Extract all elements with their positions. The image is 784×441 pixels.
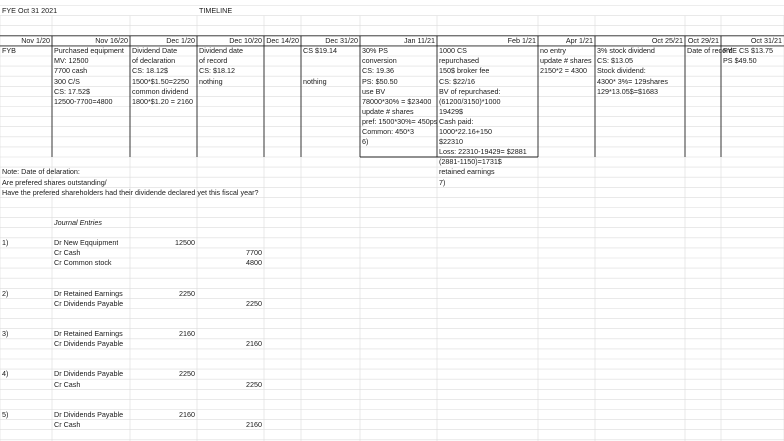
cell-nov16: 7700 cash: [54, 66, 88, 76]
entry-account: Cr Common stock: [54, 258, 112, 268]
cell-apr1: no entry: [540, 46, 566, 56]
cell-jan11: Common: 450*3: [362, 127, 414, 136]
entry-account: Dr Retained Earnings: [54, 329, 123, 338]
cell-nov16: MV: 12500: [54, 56, 89, 66]
cell-jan11: update # shares: [362, 106, 414, 116]
cell-jan11: use BV: [362, 86, 386, 96]
cell-feb1: 19429$: [439, 106, 463, 116]
date-header: Oct 29/21: [687, 36, 719, 46]
cell-oct25: 129*13.05$=$1683: [597, 86, 658, 96]
cell-feb1: BV of repurchased:: [439, 86, 501, 96]
cell-jan11: 78000*30% = $23400: [362, 96, 432, 106]
date-header: Dec 10/20: [229, 36, 262, 46]
entry-number: 3): [2, 329, 9, 338]
journal-title: Journal Entries: [54, 217, 102, 227]
entry-number: 2): [2, 288, 9, 298]
entry-account: Dr Retained Earnings: [54, 288, 123, 298]
cell-jan11: PS: $50.50: [362, 76, 398, 86]
cell-nov16: 12500-7700=4800: [54, 96, 113, 106]
cell-nov16: Purchased equipment: [54, 46, 124, 56]
entry-debit: 12500: [175, 238, 195, 248]
entry-credit: 7700: [246, 248, 262, 258]
note-line: Are prefered shares outstanding/: [2, 177, 107, 187]
cell-apr1: 2150*2 = 4300: [540, 66, 587, 76]
entry-account: Cr Cash: [54, 248, 81, 258]
entry-debit: 2250: [179, 288, 195, 298]
cell-dec10: Dividend date: [199, 46, 243, 56]
entry-account: Dr New Eqquipment: [54, 238, 119, 248]
sheet-title: FYE Oct 31 2021: [2, 5, 58, 15]
cell-jan11: 30% PS: [362, 46, 388, 56]
cell-feb1: Loss: 22310-19429= $2881: [439, 147, 527, 157]
entry-number: 5): [2, 409, 9, 419]
cell-apr1: update # shares: [540, 56, 592, 66]
entry-debit: 2250: [179, 369, 195, 379]
cell-nov16: CS: 17.52$: [54, 86, 90, 96]
entry-account: Cr Dividends Payable: [54, 339, 124, 349]
entry-number: 4): [2, 369, 9, 379]
entry-credit: 2250: [246, 379, 262, 389]
cell-oct25: 4300* 3%= 129shares: [597, 76, 668, 86]
cell-feb1: repurchased: [439, 56, 479, 66]
cell-dec31: nothing: [303, 76, 327, 86]
cell-dec10: of record: [199, 56, 228, 66]
cell-dec1: 1500*$1.50=2250: [132, 76, 189, 86]
cell-oct31: PS $49.50: [723, 56, 757, 66]
entry-account: Cr Dividends Payable: [54, 298, 124, 308]
cell-fyb: FYB: [2, 46, 16, 56]
cell-oct25: Stock dividend:: [597, 66, 646, 76]
entry-credit: 2160: [246, 339, 262, 349]
cell-feb1: 150$ broker fee: [439, 66, 490, 76]
date-header: Oct 25/21: [651, 36, 683, 46]
entry-number: 1): [2, 238, 9, 248]
cell-dec10: nothing: [199, 76, 223, 86]
cell-jan11: 6): [362, 137, 369, 147]
cell-feb1: CS: $22/16: [439, 76, 475, 86]
date-header: Jan 11/21: [403, 36, 435, 46]
cell-dec1: common dividend: [132, 86, 189, 96]
entry-account: Cr Cash: [54, 379, 81, 389]
cell-feb1: (2881-1150)=1731$: [439, 157, 502, 167]
cell-feb1: 7): [439, 177, 446, 187]
date-header: Nov 16/20: [95, 36, 128, 46]
date-header: Nov 1/20: [21, 36, 50, 46]
cell-feb1: Cash paid:: [439, 116, 474, 126]
cell-dec31: CS $19.14: [303, 46, 337, 56]
cell-jan11: CS: 19.36: [362, 66, 394, 76]
entry-credit: 2160: [246, 419, 262, 429]
date-header: Apr 1/21: [565, 36, 593, 46]
cell-dec1: Dividend Date: [132, 46, 178, 56]
cell-oct31: FYE CS $13.75: [723, 46, 773, 56]
cell-feb1: $22310: [439, 137, 463, 147]
cell-feb1: retained earnings: [439, 167, 495, 177]
note-line: Have the prefered shareholders had their dividende declared yet this fiscal year?: [2, 187, 259, 197]
entry-debit: 2160: [179, 409, 195, 419]
date-header: Dec 1/20: [166, 36, 195, 46]
cell-oct25: 3% stock dividend: [597, 46, 655, 56]
date-header: Feb 1/21: [507, 36, 536, 46]
note-line: Note: Date of delaration:: [2, 167, 80, 177]
cell-dec10: CS: $18.12: [199, 66, 235, 76]
timeline-label: TIMELINE: [199, 5, 233, 15]
entry-account: Cr Cash: [54, 419, 81, 429]
entry-debit: 2160: [179, 329, 195, 338]
cell-oct29: Date of record: [687, 46, 733, 56]
cell-jan11: pref: 1500*30%= 450ps: [362, 116, 437, 126]
cell-nov16: 300 C/S: [54, 76, 80, 86]
cell-dec1: of declaration: [132, 56, 176, 66]
cell-feb1: (61200/3150)*1000: [439, 96, 501, 106]
entry-account: Dr Dividends Payable: [54, 409, 124, 419]
entry-credit: 2250: [246, 298, 262, 308]
cell-dec1: CS: 18.12$: [132, 66, 168, 76]
cell-jan11: conversion: [362, 56, 397, 66]
cell-oct25: CS: $13.05: [597, 56, 633, 66]
cell-feb1: 1000 CS: [439, 46, 467, 56]
cell-feb1: 1000*22.16+150: [439, 127, 492, 136]
entry-credit: 4800: [246, 258, 262, 268]
cell-dec1: 1800*$1.20 = 2160: [132, 96, 193, 106]
date-header: Oct 31/21: [750, 36, 782, 46]
date-header: Dec 31/20: [325, 36, 358, 46]
date-header: Dec 14/20: [266, 36, 299, 46]
entry-account: Dr Dividends Payable: [54, 369, 124, 379]
